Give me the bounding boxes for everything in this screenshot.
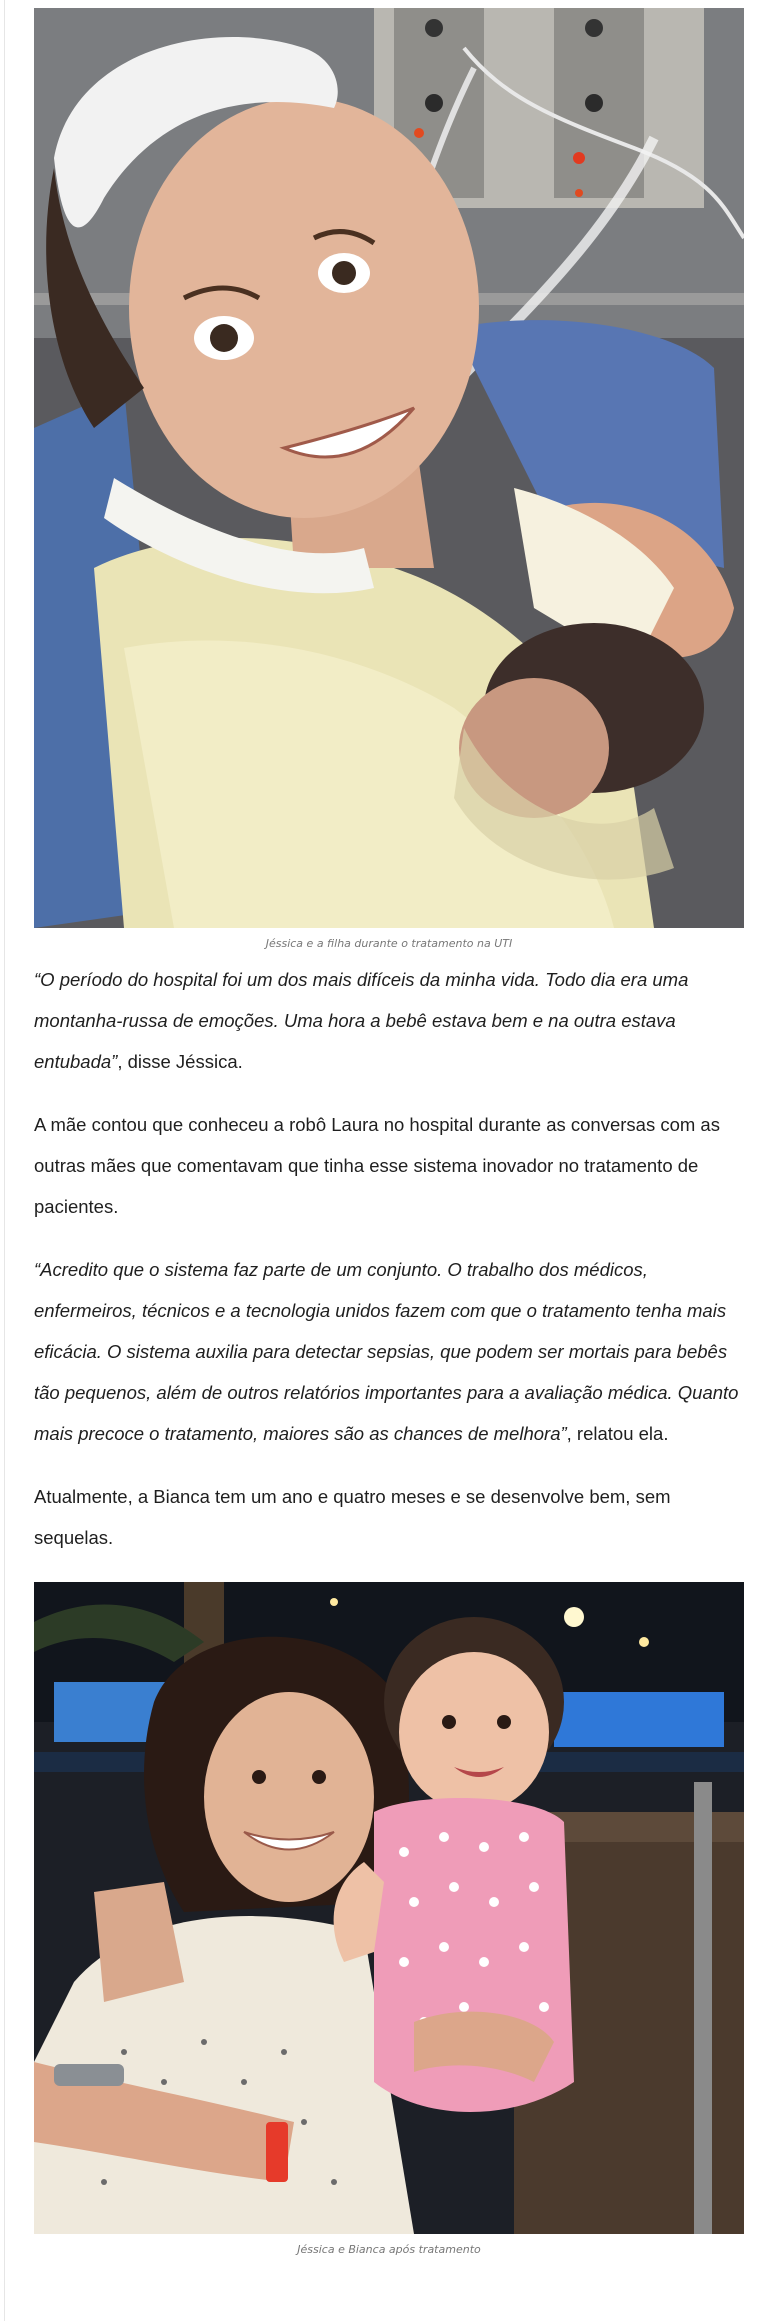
paragraph-text: Atualmente, a Bianca tem um ano e quatro meses e se desenvolve bem, sem sequelas. <box>34 1486 671 1548</box>
attribution-text: , relatou ela. <box>566 1423 669 1444</box>
paragraph-quote-hospital <box>34 959 744 1082</box>
quote-text: “O período do hospital foi um dos mais difíceis da minha vida. Todo dia era uma montanha-russa de emoções. Uma hora a bebê estava bem e na outra estava entubada” <box>34 969 689 1072</box>
photo-caption: Jéssica e Bianca após tratamento <box>297 2243 481 2256</box>
page-left-border <box>4 0 5 2321</box>
paragraph-robot-laura <box>34 1104 744 1227</box>
figure-icu-photo <box>34 8 744 951</box>
photo-caption: Jéssica e a filha durante o tratamento na UTI <box>265 937 513 950</box>
quote-text: “Acredito que o sistema faz parte de um conjunto. O trabalho dos médicos, enfermeiros, técnicos e a tecnologia unidos fazem com que o tratamento tenha mais eficácia. O sistema auxilia para detectar sepsias, que podem ser mortais para bebês tão pequenos, além de outros relatórios importantes para a avaliação médica. Quanto mais precoce o tratamento, maiores são as chances de melhora” <box>34 1259 739 1444</box>
photo-mother-newborn-icu-illustration <box>34 8 744 928</box>
attribution-text: , disse Jéssica. <box>117 1051 243 1072</box>
figure-after-treatment-photo <box>34 1582 744 2257</box>
paragraph-bianca-today <box>34 1476 744 1558</box>
article-body <box>34 0 744 2257</box>
paragraph-quote-system <box>34 1249 744 1454</box>
paragraph-text: A mãe contou que conheceu a robô Laura no hospital durante as conversas com as outras mães que comentavam que tinha esse sistema inovador no tratamento de pacientes. <box>34 1114 720 1217</box>
photo-mother-toddler <box>34 1582 744 2234</box>
photo-mother-newborn-icu <box>34 8 744 928</box>
photo-mother-toddler-illustration <box>34 1582 744 2234</box>
